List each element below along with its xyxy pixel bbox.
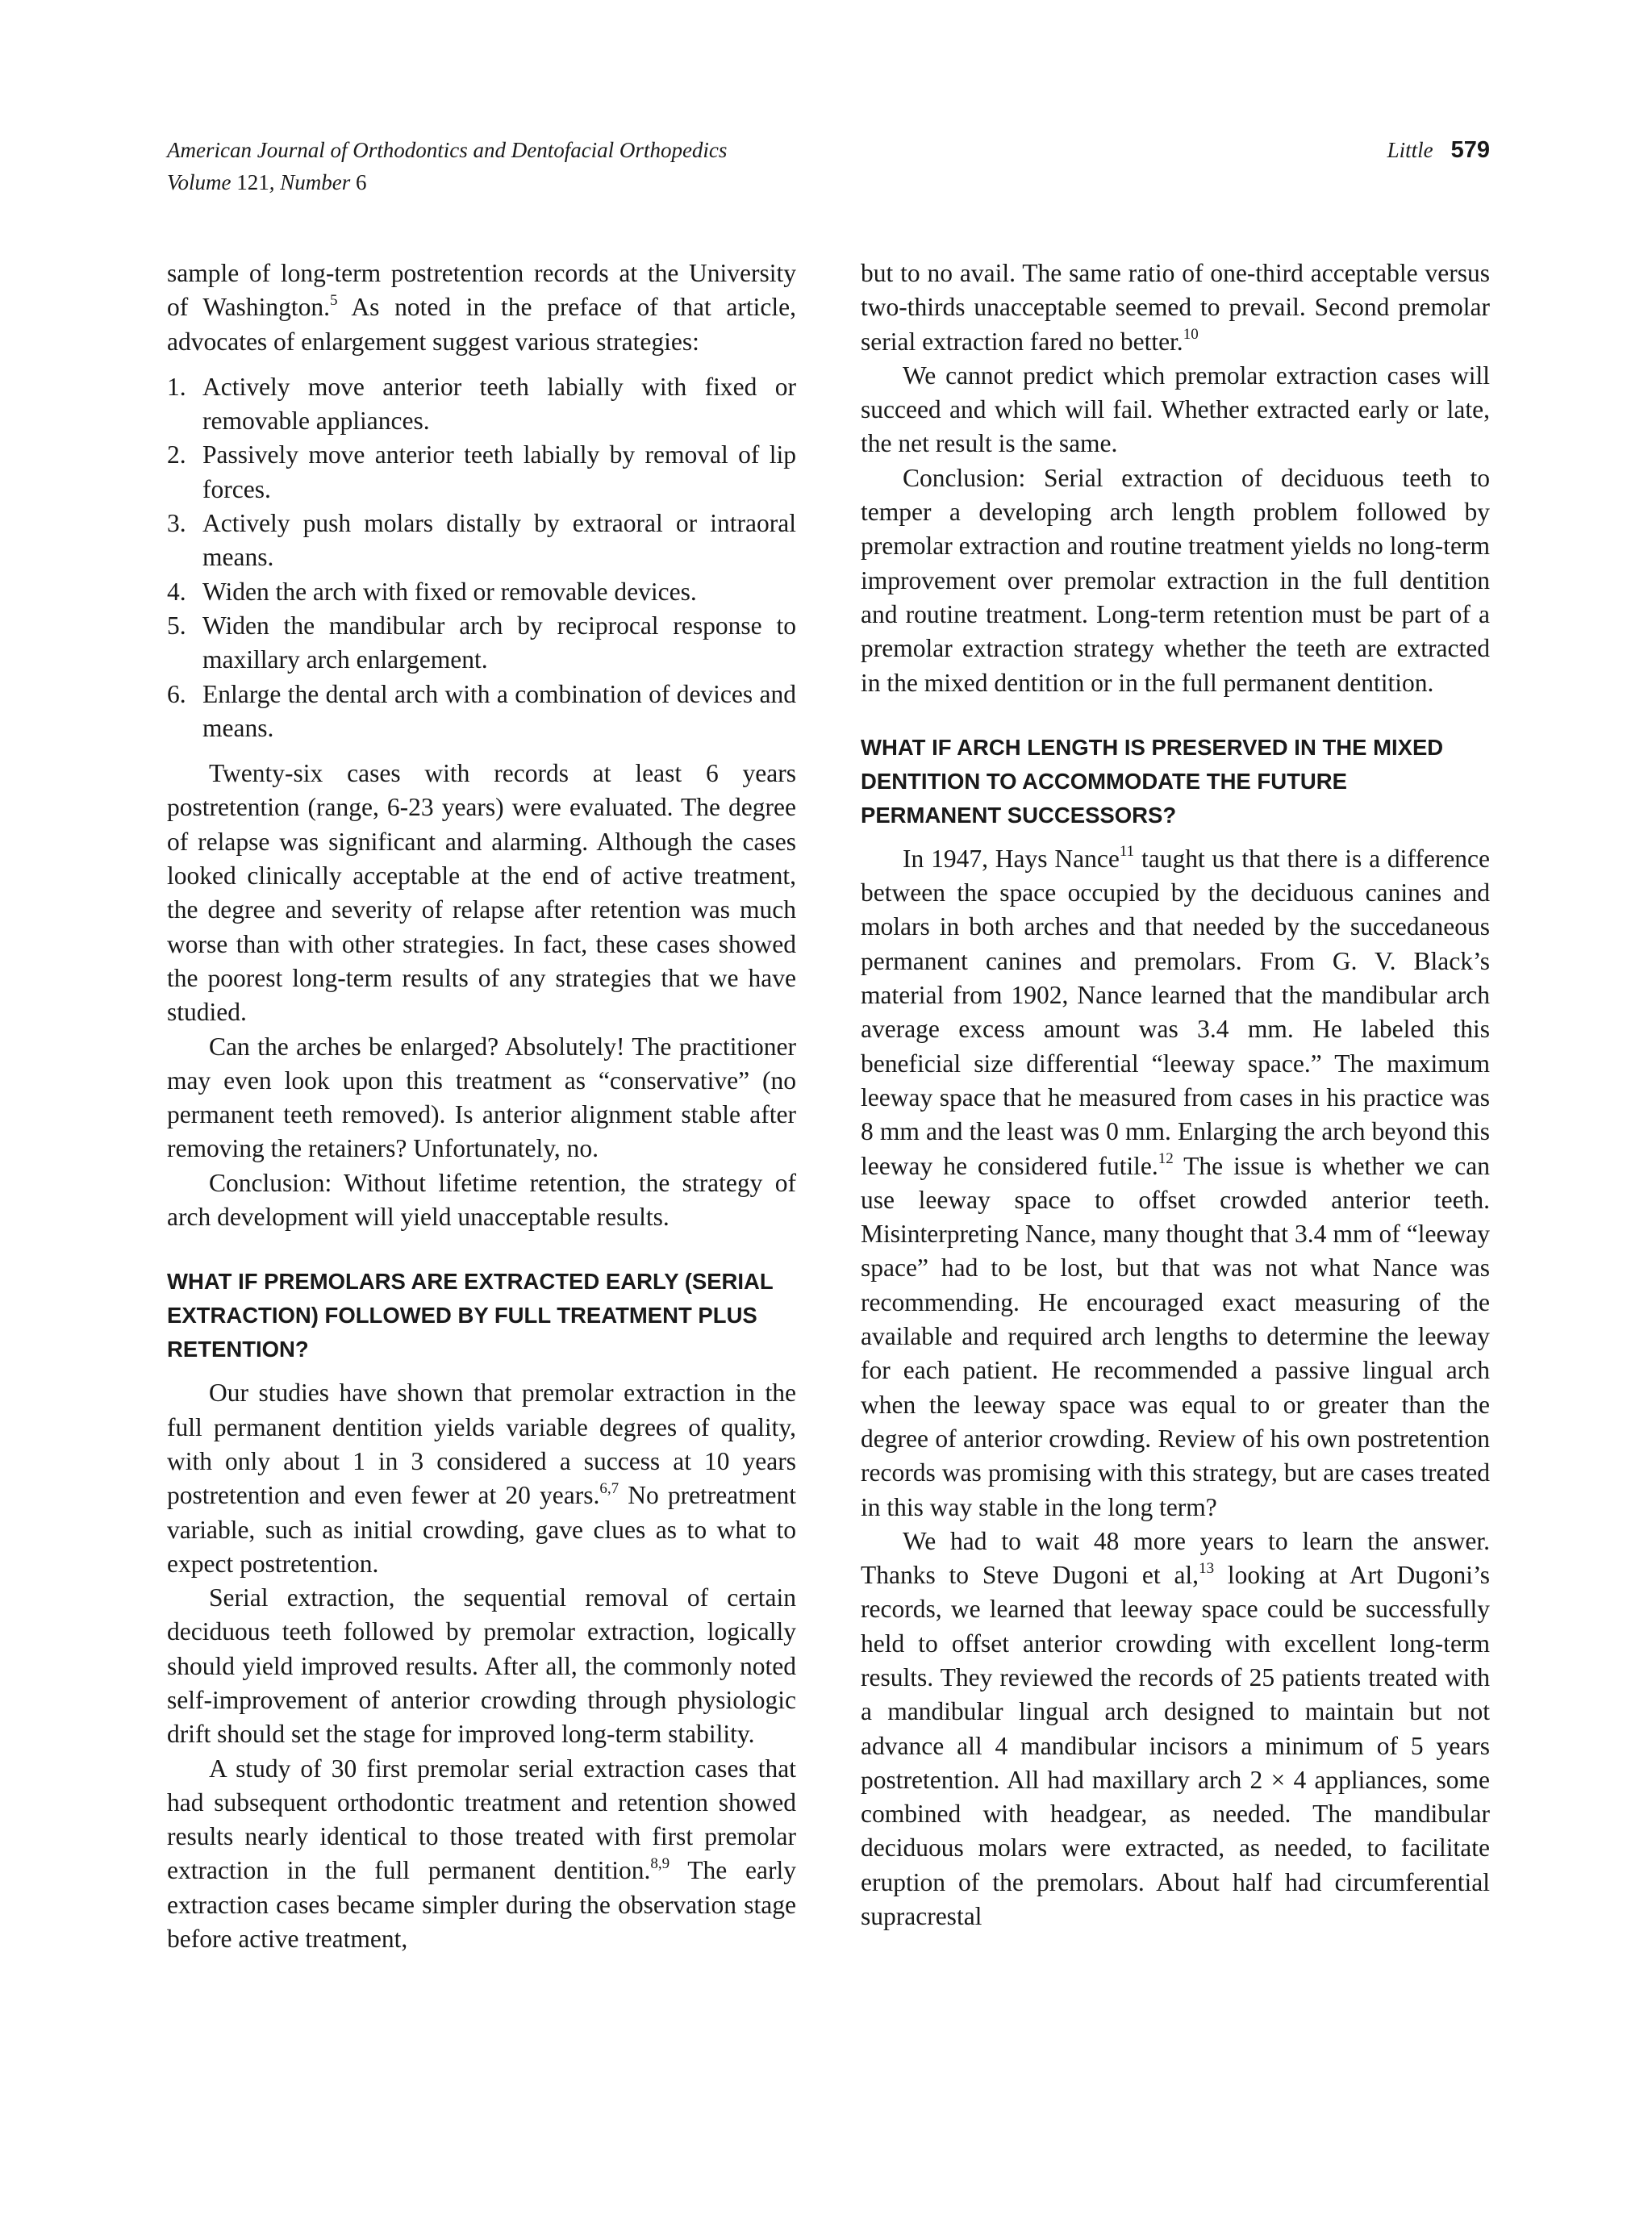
paragraph: but to no avail. The same ratio of one-third acceptable versus two-thirds unacceptable seemed to prevail. Second premolar serial extraction fared no better.$^{10}$ — [861, 259, 1490, 356]
page-number: 579 — [1450, 137, 1490, 163]
right-column — [861, 257, 1490, 1933]
citation: 13 — [1199, 1559, 1215, 1577]
paragraph: Serial extraction, the sequential removal of certain deciduous teeth followed by premolar extraction, logically should yield improved results. After all, the commonly noted self-improvement of anterior crowding through physiologic drift should set the stage for improved long-term stability. — [167, 1583, 796, 1749]
citation: 12 — [1158, 1150, 1174, 1168]
list-item: 5. Widen the mandibular arch by reciprocal response to maxillary arch enlargement. — [167, 611, 796, 674]
list-item: 2. Passively move anterior teeth labially by removal of lip forces. — [167, 440, 796, 503]
running-header — [167, 134, 1490, 198]
header-right — [1387, 134, 1490, 166]
volume-label: Volume — [167, 170, 232, 194]
citation: 5 — [329, 291, 338, 309]
list-item: 3. Actively push molars distally by extraoral or intraoral means. — [167, 509, 796, 572]
paragraph: A study of 30 first premolar serial extraction cases that had subsequent orthodontic treatment and retention showed results nearly identical to those treated with first premolar extraction in the full permanent dentition.$^{8,9}$ The early extraction cases became simpler during the observation stage before active treatment, — [167, 1754, 797, 1954]
section-heading: WHAT IF ARCH LENGTH IS PRESERVED IN THE MIXED DENTITION TO ACCOMMODATE THE FUTURE PERMANENT SUCCESSORS? — [861, 734, 1444, 828]
paragraph: Twenty-six cases with records at least 6 years postretention (range, 6-23 years) were evaluated. The degree of relapse was significant and alarming. Although the cases looked clinically acceptable at the end of active treatment, the degree and severity of relapse after retention was much worse than with other strategies. In fact, these cases showed the poorest long-term results of any strategies that we have studied. — [167, 759, 796, 1027]
paragraph: We cannot predict which premolar extraction cases will succeed and which will fail. Whether extracted early or late, the net result is the same. — [861, 361, 1490, 458]
list-item: 1. Actively move anterior teeth labially with fixed or removable appliances. — [167, 372, 796, 436]
paragraph: sample of long-term postretention records at the University of Washington.$^5$ As noted in the preface of that article, advocates of enlargement suggest various strategies: — [167, 259, 796, 356]
paragraph: Conclusion: Without lifetime retention, the strategy of arch development will yield unacceptable results. — [167, 1168, 796, 1232]
paragraph: Can the arches be enlarged? Absolutely! The practitioner may even look upon this treatment as “conservative” (no permanent teeth removed). Is anterior alignment stable after removing the retainers? Unfortunately, no. — [167, 1032, 796, 1163]
number-label: Number — [280, 170, 351, 194]
strategy-list — [167, 370, 796, 745]
journal-title: American Journal of Orthodontics and Dentofacial Orthopedics — [167, 138, 728, 162]
section-heading: WHAT IF PREMOLARS ARE EXTRACTED EARLY (SERIAL EXTRACTION) FOLLOWED BY FULL TREATMENT PLUS RETENTION? — [167, 1269, 774, 1362]
volume-number: 121 — [236, 170, 269, 194]
paragraph: Our studies have shown that premolar extraction in the full permanent dentition yields variable degrees of quality, with only about 1 in 3 considered a success at 10 years postretention and even fewer at 20 years.$^{6,7}$ No pretreatment variable, such as initial crowding, gave clues as to what to expect postretention. — [167, 1379, 796, 1578]
list-item: 4. Widen the arch with fixed or removable devices. — [167, 577, 697, 606]
citation: 8,9 — [650, 1854, 670, 1872]
paragraph: Conclusion: Serial extraction of deciduous teeth to temper a developing arch length problem followed by premolar extraction and routine treatment yields no long-term improvement over premolar extraction in the full dentition and routine treatment. Long-term retention must be part of a premolar extraction strategy whether the teeth are extracted in the mixed dentition or in the full permanent dentition. — [861, 463, 1490, 697]
running-author: Little — [1387, 138, 1433, 162]
left-column — [167, 257, 796, 1956]
list-item: 6. Enlarge the dental arch with a combination of devices and means. — [167, 679, 796, 742]
issue-number: 6 — [355, 170, 367, 194]
citation: 10 — [1183, 326, 1199, 344]
citation: 6,7 — [599, 1479, 620, 1497]
paragraph: We had to wait 48 more years to learn the answer. Thanks to Steve Dugoni et al,$^{13}$ looking at Art Dugoni’s records, we learned that leeway space could be successfully held to offset anterior crowding with excellent long-term results. They reviewed the records of 25 patients treated with a mandibular lingual arch designed to maintain but not advance all 4 mandibular incisors a minimum of 5 years postretention. All had maxillary arch 2 × 4 appliances, some combined with headgear, as needed. The mandibular deciduous molars were extracted, as needed, to facilitate eruption of the premolars. About half had circumferential supracrestal — [861, 1526, 1491, 1931]
journal-volume: Volume 121, Number 6 — [167, 170, 367, 194]
paragraph: In 1947, Hays Nance$^{11}$ taught us that there is a difference between the space occupied by the deciduous canines and molars in both arches and that needed by the succedaneous permanent canines and premolars. From G. V. Black’s material from 1902, Nance learned that the mandibular arch average excess amount was 3.4 mm. He labeled this beneficial size differential “leeway space.” The maximum leeway space that he measured from cases in his practice was 8 mm and the least was 0 mm. Enlarging the arch beyond this leeway he considered futile.$^{12}$ The issue is whether we can use leeway space to offset crowded anterior teeth. Misinterpreting Nance, many thought that 3.4 mm of “leeway space” had to be lost, but that was not what Nance was recommending. He encouraged exact measuring of the available and required arch lengths to determine the leeway for each patient. He recommended a passive lingual arch when the leeway space was equal to or greater than the degree of anterior crowding. Review of his own postretention records was promising with this strategy, but are cases treated in this way stable in the long term? — [861, 843, 1491, 1521]
citation: 11 — [1119, 843, 1135, 861]
